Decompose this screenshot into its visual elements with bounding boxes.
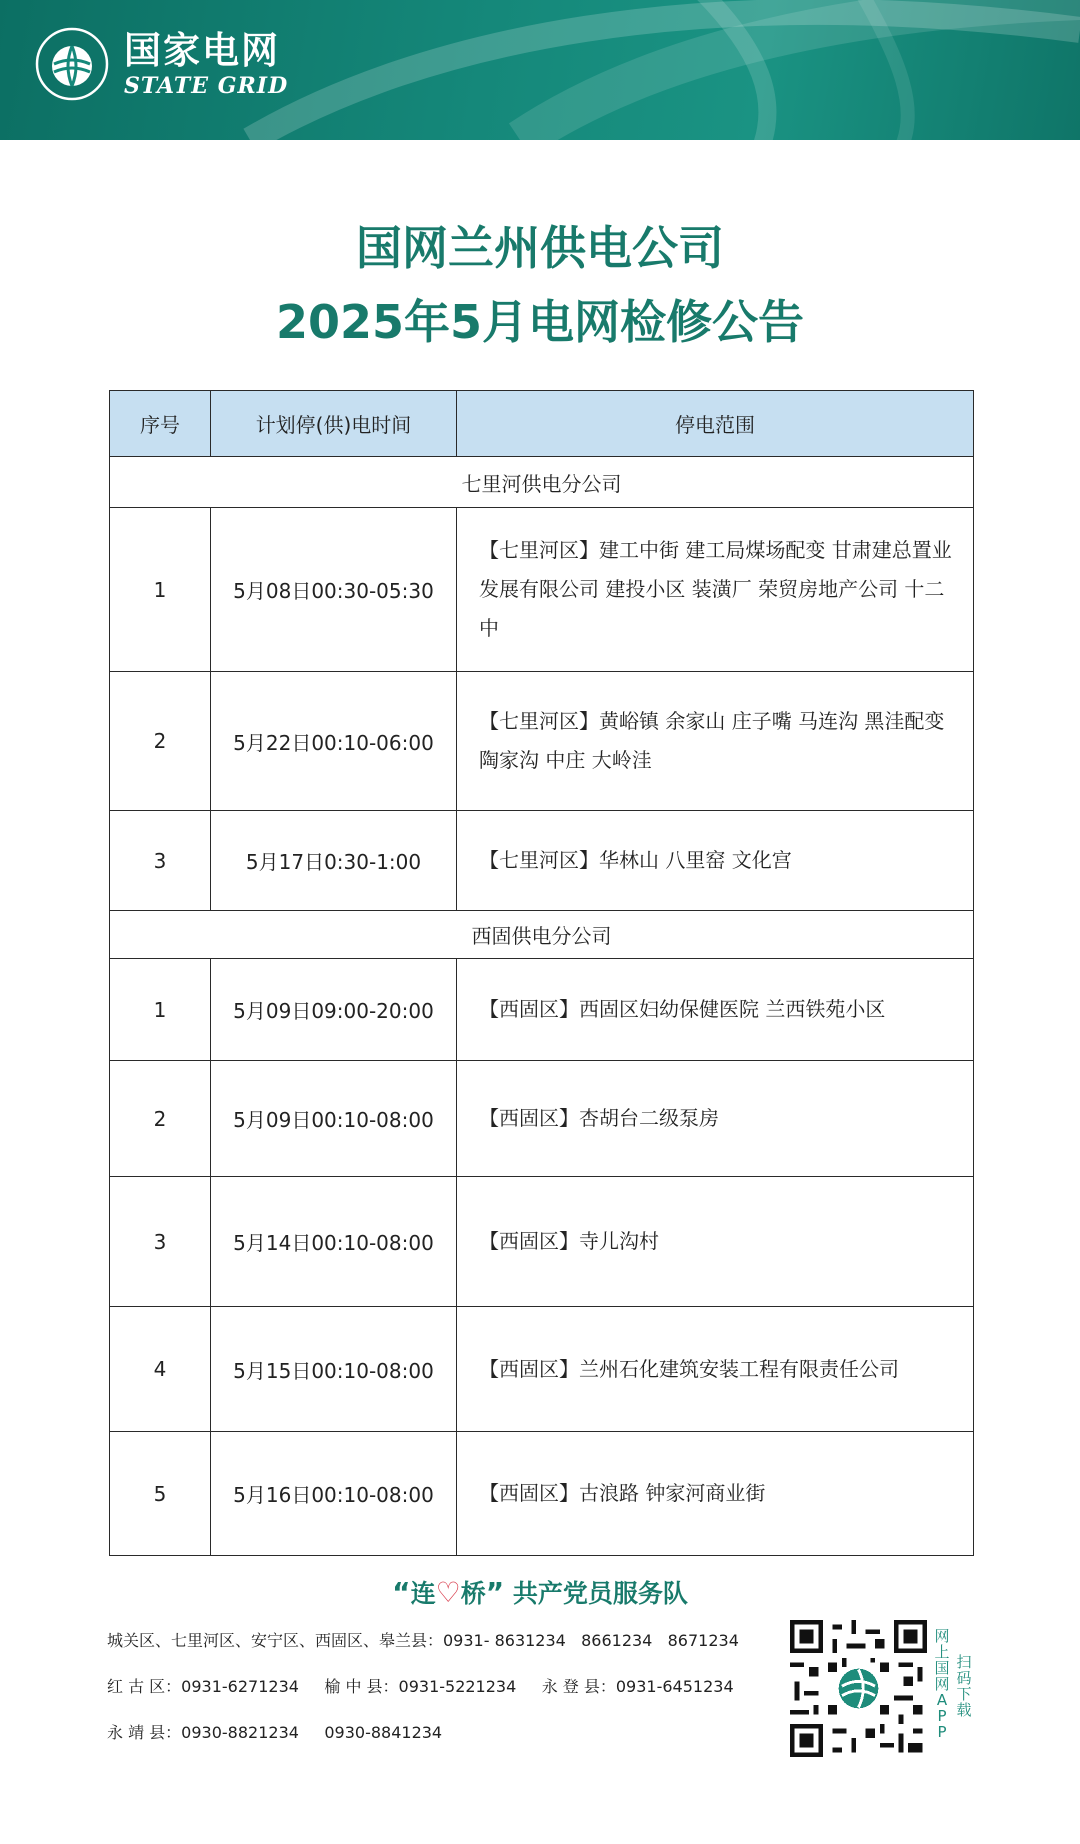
qr-code-icon	[790, 1620, 927, 1757]
contact-row: 永 靖 县：0930-8821234 0930-8841234	[107, 1723, 443, 1742]
section-row	[110, 457, 974, 508]
contact-list	[107, 1628, 739, 1766]
slogan-rest: 共产党员服务队	[512, 1579, 688, 1608]
table-row	[110, 1432, 974, 1556]
row-time: 5月09日00:10-08:00	[211, 1061, 457, 1177]
row-time: 5月22日00:10-06:00	[211, 672, 457, 811]
row-no: 1	[110, 508, 211, 672]
state-grid-logo	[34, 26, 288, 102]
qr-label-app: 网上国网APP	[934, 1627, 950, 1741]
row-no: 3	[110, 1177, 211, 1307]
slogan-right: 桥	[460, 1579, 486, 1608]
row-no: 1	[110, 959, 211, 1061]
row-time: 5月14日00:10-08:00	[211, 1177, 457, 1307]
row-time: 5月15日00:10-08:00	[211, 1307, 457, 1432]
row-time: 5月16日00:10-08:00	[211, 1432, 457, 1556]
row-no: 2	[110, 672, 211, 811]
header-banner	[0, 0, 1080, 140]
logo-en-text: STATE GRID	[124, 73, 289, 99]
heart-icon: ♡	[435, 1576, 461, 1609]
section-row	[110, 911, 974, 959]
row-area: 【七里河区】华林山 八里窑 文化宫	[457, 811, 974, 911]
header-area: 停电范围	[457, 391, 974, 457]
table-row	[110, 508, 974, 672]
state-grid-globe-icon	[34, 26, 110, 102]
row-area: 【西固区】古浪路 钟家河商业街	[457, 1432, 974, 1556]
table-row	[110, 811, 974, 911]
row-area: 【西固区】兰州石化建筑安装工程有限责任公司	[457, 1307, 974, 1432]
row-area: 【西固区】杏胡台二级泵房	[457, 1061, 974, 1177]
logo-cn-text: 国家电网	[124, 29, 280, 72]
page-title-line2: 2025年5月电网检修公告	[275, 295, 805, 349]
row-no: 5	[110, 1432, 211, 1556]
table-row	[110, 1177, 974, 1307]
row-area: 【西固区】西固区妇幼保健医院 兰西铁苑小区	[457, 959, 974, 1061]
contact-row: 红 古 区：0931-6271234 榆 中 县：0931-5221234 永 登 县：0931-6451234	[107, 1677, 734, 1696]
party-service-slogan	[0, 1574, 1080, 1610]
section-title-xigu: 西固供电分公司	[110, 911, 974, 959]
row-time: 5月17日0:30-1:00	[211, 811, 457, 911]
row-area: 【西固区】寺儿沟村	[457, 1177, 974, 1307]
slogan-open-quote: “	[392, 1576, 411, 1609]
row-no: 3	[110, 811, 211, 911]
table-header-row	[110, 391, 974, 457]
row-no: 2	[110, 1061, 211, 1177]
row-area: 【七里河区】黄峪镇 余家山 庄子嘴 马连沟 黑洼配变 陶家沟 中庄 大岭洼	[457, 672, 974, 811]
slogan-left: 连	[410, 1579, 436, 1608]
row-time: 5月09日09:00-20:00	[211, 959, 457, 1061]
section-title-qilihe: 七里河供电分公司	[110, 457, 974, 508]
row-no: 4	[110, 1307, 211, 1432]
table-row	[110, 959, 974, 1061]
qr-label-download: 扫码下载	[956, 1653, 972, 1719]
page-title-line1: 国网兰州供电公司	[356, 221, 724, 275]
slogan-close-quote: ”	[485, 1576, 505, 1609]
row-area: 【七里河区】建工中街 建工局煤场配变 甘肃建总置业发展有限公司 建投小区 装潢厂 荣贸房地产公司 十二中	[457, 508, 974, 672]
row-time: 5月08日00:30-05:30	[211, 508, 457, 672]
contact-row: 城关区、七里河区、安宁区、西固区、皋兰县：0931- 8631234 8661234 8671234	[107, 1631, 739, 1650]
header-time: 计划停(供)电时间	[211, 391, 457, 457]
table-row	[110, 672, 974, 811]
maintenance-table	[109, 390, 974, 1556]
table-row	[110, 1061, 974, 1177]
table-row	[110, 1307, 974, 1432]
header-no: 序号	[110, 391, 211, 457]
